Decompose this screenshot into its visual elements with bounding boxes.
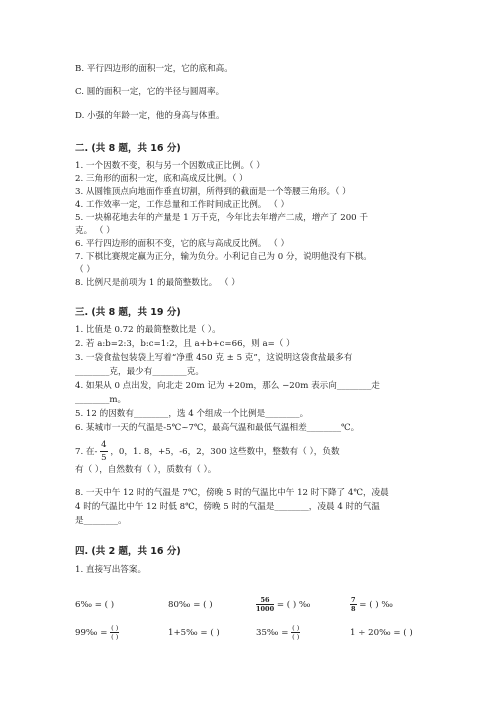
s2-q2: 2. 三角形的面积一定，底和高成反比例。（ ） [75, 174, 248, 184]
calc-r2-c3 [256, 624, 300, 641]
s3-q2: 2. 若 a:b=2:3，b:c=1:2，且 a+b+c=66，则 a=（ ） [75, 339, 295, 349]
s4-intro: 1. 直接写出答案。 [75, 565, 147, 575]
calc-r2-c1 [75, 624, 119, 641]
calc-r1-c1: 6‰ = ( ) [75, 600, 115, 610]
calc-r1-c3-rest: = ( ) ‰ [274, 600, 311, 610]
s3-q3: 3. 一袋食盐包装袋上写着“净重 450 克 ± 5 克”，这说明这袋食盐最多有 [75, 353, 353, 363]
s2-q7-cont: （ ） [75, 265, 95, 275]
calc-r2-c3-pre: 35‰ = [256, 628, 292, 638]
s3-q3-cont: ________克，最少有________克。 [75, 367, 204, 377]
s2-q4: 4. 工作效率一定，工作总量和工作时间成正比例。 （ ） [75, 200, 290, 210]
fraction-numerator: 56 [256, 596, 274, 605]
s2-q3: 3. 从圆锥顶点向地面作垂直切割，所得到的截面是一个等腰三角形。（ ） [75, 187, 351, 197]
s3-q7-start: 7. 在- [75, 447, 98, 457]
s2-q5: 5. 一块棉花地去年的产量是 1 万千克，今年比去年增产二成，增产了 200 千 [75, 213, 368, 223]
s3-q7 [75, 439, 340, 464]
s3-q5: 5. 12 的因数有________，选 4 个组成一个比例是________。 [75, 409, 309, 419]
fraction-numerator: 7 [351, 596, 356, 604]
section-2-title: 二. (共 8 题，共 16 分) [75, 143, 181, 154]
fraction-numerator: ( ) [111, 624, 119, 632]
option-c: C. 圆的面积一定，它的半径与圆周率。 [75, 87, 225, 97]
section-4-title: 四. (共 2 题，共 16 分) [75, 546, 181, 557]
fraction-denominator: 8 [351, 605, 356, 613]
s2-q7: 7. 下棋比赛规定赢为正分，输为负分。小利记自己为 0 分，说明他没有下棋。 [75, 252, 372, 262]
s2-q5-cont: 克。 （ ） [75, 226, 115, 236]
fraction-denominator: 1000 [256, 605, 275, 613]
s3-q8-l3: 是________。 [75, 516, 127, 526]
s3-q6: 6. 某城市一天的气温是-5℃~7℃，最高气温和最低气温相差________℃。 [75, 423, 360, 433]
calc-r2-c2: 1+5‰ = ( ) [168, 628, 220, 638]
calc-r2-c4: 1 ÷ 20‰ = ( ) [350, 628, 413, 638]
calc-r1-c4 [350, 596, 393, 613]
calc-r2-c3-fraction [291, 624, 300, 641]
s3-q1: 1. 比值是 0.72 的最简整数比是（ ）。 [75, 325, 221, 335]
calc-r1-c4-rest: = ( ) ‰ [356, 600, 393, 610]
option-b: B. 平行四边形的面积一定，它的底和高。 [75, 64, 233, 74]
s3-q7-cont: 有（ ），自然数有（ ），质数有（ ）。 [75, 465, 217, 475]
s3-q7-fraction [100, 439, 107, 464]
calc-r1-c3 [256, 596, 310, 613]
calc-r1-c3-fraction [256, 596, 274, 613]
fraction-numerator: ( ) [292, 624, 300, 632]
s2-q6: 6. 平行四边形的面积不变，它的底与高成反比例。 （ ） [75, 239, 290, 249]
fraction-denominator: ( ) [111, 633, 119, 641]
fraction-denominator: 5 [101, 453, 107, 463]
s3-q7-rest: ，0，1. 8，+5，-6，2，300 这些数中，整数有（ ），负数 [110, 447, 340, 457]
calc-r1-c2: 80‰ = ( ) [168, 600, 213, 610]
calc-r2-c1-fraction [110, 624, 119, 641]
calc-r2-c1-pre: 99‰ = [75, 628, 111, 638]
option-d: D. 小强的年龄一定，他的身高与体重。 [75, 111, 225, 121]
section-3-title: 三. (共 8 题，共 19 分) [75, 307, 181, 318]
fraction-numerator: 4 [101, 440, 107, 450]
s2-q8: 8. 比例尺是前项为 1 的最简整数比。 （ ） [75, 278, 240, 288]
s3-q8-l2: 4 时的气温比中午 12 时低 8℃，傍晚 5 时的气温是________，凌晨 4 时的气温 [75, 502, 380, 512]
fraction-denominator: ( ) [292, 633, 300, 641]
s3-q8-l1: 8. 一天中午 12 时的气温是 7℃，傍晚 5 时的气温比中午 12 时下降了 4℃，凌晨 [75, 488, 389, 498]
s2-q1: 1. 一个因数不变，积与另一个因数成正比例。（ ） [75, 161, 265, 171]
s3-q4-cont: ________m。 [75, 395, 127, 405]
s3-q4: 4. 如果从 0 点出发，向北走 20m 记为 +20m，那么 −20m 表示向________走 [75, 381, 380, 391]
